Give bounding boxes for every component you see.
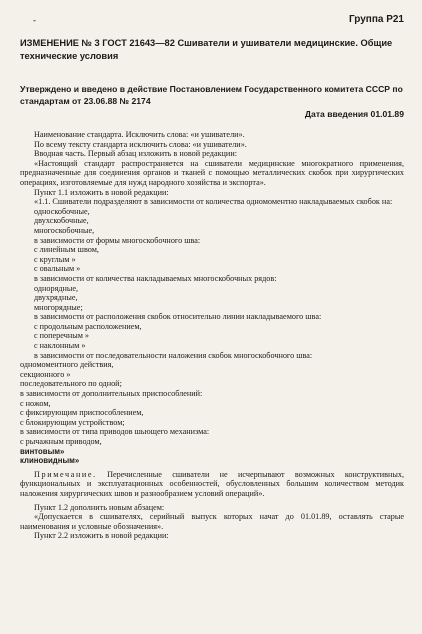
- list-item: винтовым»: [20, 446, 65, 456]
- list-item: последовательного по одной;: [20, 379, 122, 389]
- list-item: в зависимости от количества накладываемых многоскобочных рядов:: [34, 273, 277, 283]
- note: [20, 470, 404, 499]
- list-item: с наклонным »: [34, 341, 86, 351]
- list-item: с продольным расположением,: [34, 321, 142, 331]
- list-item: однорядные,: [34, 283, 79, 293]
- list-item: с фиксирующим приспособлением,: [20, 408, 144, 418]
- list-item: в зависимости от дополнительных приспособлений:: [20, 389, 203, 399]
- group-code: Группа Р21: [348, 14, 404, 25]
- note-text: Перечисленные сшиватели не исчерпывают возможных конструктивных, функциональных и эксплуатационных особенностей, обусловленных большим количеством методик наложения хирургических швов и разнообразием условий операций».: [20, 469, 404, 498]
- corner-mark: -: [33, 15, 36, 25]
- list-item: двухрядные,: [34, 293, 78, 303]
- document-title: ИЗМЕНЕНИЕ № 3 ГОСТ 21643—82 Сшиватели и ушиватели медицинские. Общие технические условия: [20, 38, 393, 61]
- list-item: односкобочные,: [34, 206, 90, 216]
- list-item: с ножом,: [20, 398, 51, 408]
- paragraph: Пункт 2.2 изложить в новой редакции:: [34, 531, 169, 541]
- approval-statement: Утверждено и введено в действие Постановлением Государственного комитета СССР по стандартам от 23.06.88 № 2174: [20, 84, 403, 106]
- list-item: двухскобочные,: [34, 216, 89, 226]
- list-item: многоскобочные,: [34, 225, 95, 235]
- document-body: [20, 130, 404, 541]
- list-item: с овальным »: [34, 264, 81, 274]
- paragraph: По всему тексту стандарта исключить слова: «и ушиватели».: [34, 139, 247, 149]
- paragraph: «Допускается в сшивателях, серийный выпуск которых начат до 01.01.89, оставлять старые наименования и условные обозначения».: [20, 512, 404, 531]
- list-item: с рычажным приводом,: [20, 437, 102, 446]
- list-item: в зависимости от формы многоскобочного шва:: [34, 235, 201, 245]
- paragraph: Пункт 1.1 изложить в новой редакции:: [34, 187, 169, 197]
- list-item: с линейным швом,: [34, 245, 99, 255]
- paragraph: Наименование стандарта. Исключить слова: «и ушиватели».: [34, 130, 245, 139]
- list-item: многорядные;: [34, 302, 83, 312]
- list-item: в зависимости от последовательности наложения скобок многоскобочного шва:: [34, 350, 313, 360]
- list-item: в зависимости от расположения скобок относительно линии накладываемого шва:: [34, 312, 322, 322]
- list-item: в зависимости от типа приводов шьющего механизма:: [20, 427, 210, 437]
- note-label: Примечание.: [34, 469, 97, 479]
- paragraph: Вводная часть. Первый абзац изложить в новой редакции:: [34, 149, 237, 159]
- effective-date: Дата введения 01.01.89: [304, 109, 404, 119]
- paragraph: «Настоящий стандарт распространяется на сшиватели медицинские многократного применения, предназначенные для соединения органов и тканей с помощью металлических скобок при хирургических операциях, изготовляемые для нужд народного хозяйства и экспорта».: [20, 158, 404, 187]
- paragraph: «1.1. Сшиватели подразделяют в зависимости от количества одномоментно накладываемых скобок на:: [34, 197, 393, 207]
- list-item: с поперечным »: [34, 331, 90, 341]
- list-item: клиновидным»: [20, 456, 80, 466]
- list-item: секционного »: [20, 369, 71, 379]
- paragraph: Пункт 1.2 дополнить новым абзацем:: [34, 502, 165, 512]
- list-item: с блокирующим устройством;: [20, 417, 125, 427]
- list-item: с круглым »: [34, 254, 76, 264]
- list-item: одномоментного действия,: [20, 360, 114, 370]
